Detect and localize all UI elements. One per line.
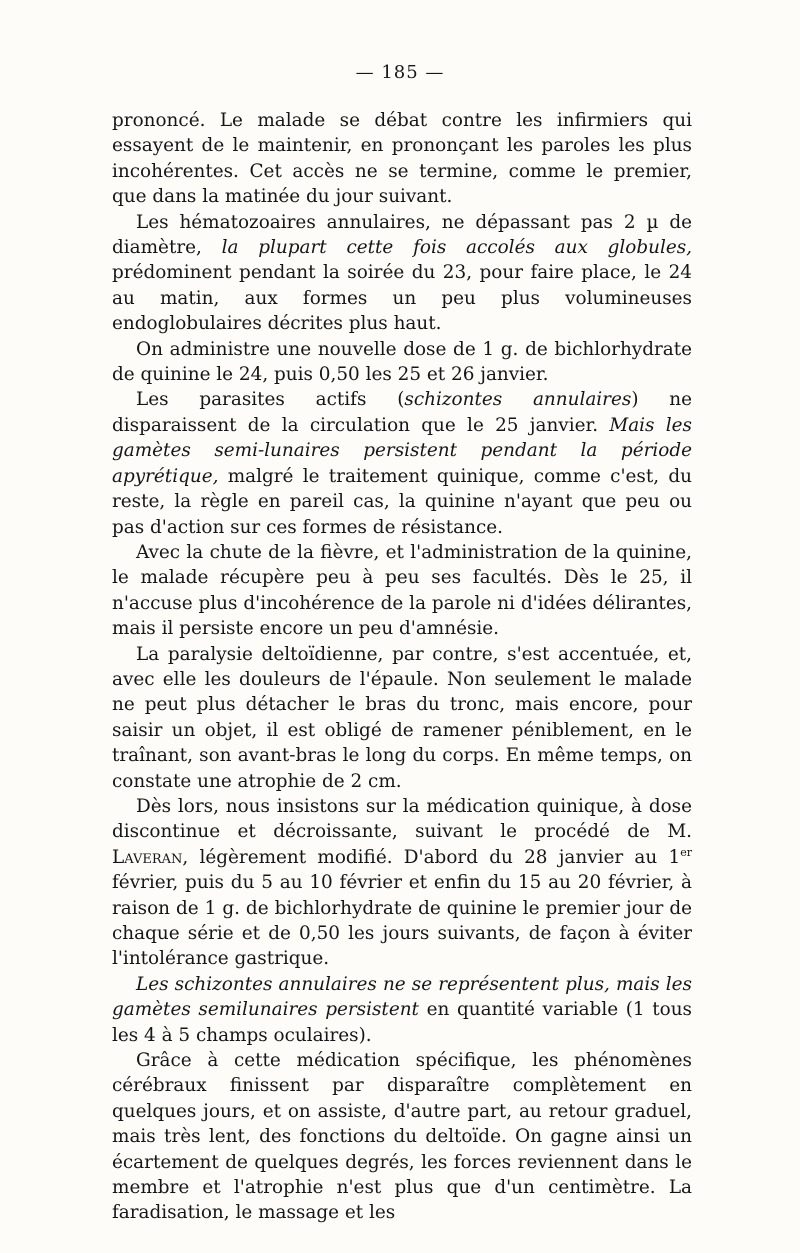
text-run: prédominent pendant la soirée du 23, pour faire place, le 24 au matin, aux formes un peu plus volumineuses endoglobulaires décrites plus haut.	[112, 262, 692, 335]
text-run: février, puis du 5 au 10 février et enfin du 15 au 20 février, à raison de 1 g. de bichlorhydrate de quinine le premier jour de chaque série et de 0,50 les jours suivants, de façon à éviter l'intolérance gastrique.	[112, 872, 692, 970]
text-run: Dès lors, nous insistons sur la médication quinique, à dose discontinue et décroissante, suivant le procédé de M.	[112, 795, 692, 843]
italic-text: Les schizontes annulaires ne se représentent plus, mais les gamètes semilunaires persistent	[112, 973, 692, 1021]
paragraph-p3	[112, 337, 692, 388]
text-run: Les hématozoaires annulaires, ne dépassant pas 2 µ de diamètre,	[112, 211, 692, 259]
text-run: er	[680, 845, 692, 859]
paragraph-p7	[112, 794, 692, 972]
paragraph-p4	[112, 387, 692, 539]
text-run: , légèrement modifié. D'abord du 28 janvier au 1	[182, 846, 681, 868]
italic-text: la plupart cette fois accolés aux globules,	[221, 237, 693, 259]
text-run: Grâce à cette médication spécifique, les phénomènes cérébraux finissent par disparaître complètement en quelques jours, et on assiste, d'autre part, au retour graduel, mais très lent, des fonctions du deltoïde. On gagne ainsi un écartement de quelques degrés, les forces reviennent dans le membre et l'atrophie n'est plus que d'un centimètre. La faradisation, le massage et les	[112, 1050, 692, 1224]
paragraph-p9	[112, 1048, 692, 1226]
italic-text: schizontes annulaires	[404, 389, 632, 411]
text-run: On administre une nouvelle dose de 1 g. de bichlorhydrate de quinine le 24, puis 0,50 les 25 et 26 janvier.	[112, 338, 692, 386]
text-run: ) ne disparaissent de la circulation que le 25 janvier.	[112, 389, 693, 436]
paragraph-p8	[112, 972, 692, 1048]
text-run: La paralysie deltoïdienne, par contre, s'est accentuée, et, avec elle les douleurs de l'épaule. Non seulement le malade ne peut plus détacher le bras du tronc, mais encore, pour saisir un objet, il est obligé de ramener péniblement, en le traînant, son avant-bras le long du corps. En même temps, on constate une atrophie de 2 cm.	[112, 643, 692, 792]
paragraph-p1	[112, 108, 692, 210]
page-number: — 185 —	[355, 62, 445, 83]
body-text	[112, 108, 692, 1226]
text-run: Laveran	[112, 846, 183, 868]
text-run: en quantité variable (1 tous les 4 à 5 champs oculaires).	[112, 999, 692, 1046]
text-run: Les parasites actifs (	[136, 389, 405, 411]
paragraph-p5	[112, 540, 692, 642]
paragraph-p2	[112, 210, 692, 337]
italic-text: Mais les gamètes semi-lunaires persistent pendant la période apyrétique,	[112, 414, 692, 487]
text-run: prononcé. Le malade se débat contre les infirmiers qui essayent de le maintenir, en prononçant les paroles les plus incohérentes. Cet accès ne se termine, comme le premier, que dans la matinée du jour suivant.	[112, 110, 692, 208]
text-run: Avec la chute de la fièvre, et l'administration de la quinine, le malade récupère peu à peu ses facultés. Dès le 25, il n'accuse plus d'incohérence de la parole ni d'idées délirantes, mais il persiste encore un peu d'amnésie.	[112, 541, 692, 640]
text-run: malgré le traitement quinique, comme c'est, du reste, la règle en pareil cas, la quinine n'ayant que peu ou pas d'action sur ces formes de résistance.	[112, 465, 692, 538]
paragraph-p6	[112, 642, 692, 794]
